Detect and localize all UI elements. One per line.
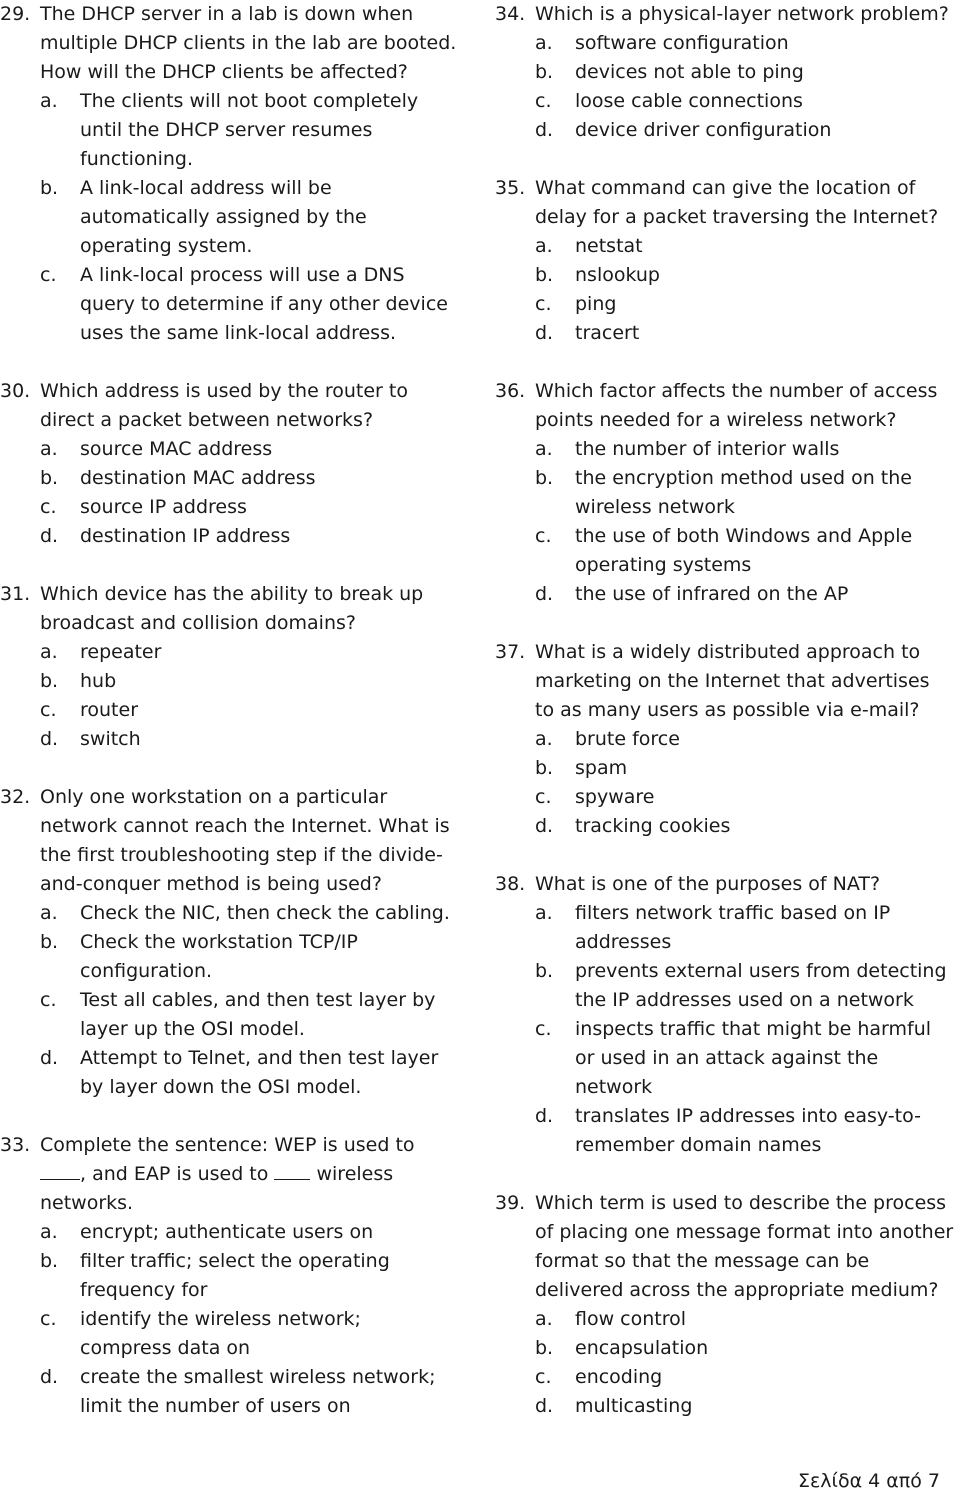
question-text: network cannot reach the Internet. What is [40,815,450,837]
question-line [0,1131,478,1160]
question-text: delay for a packet traversing the Internet? [535,206,939,228]
question-block [495,174,960,348]
option-letter: d. [40,728,59,750]
question-number: 33. [0,1134,31,1156]
option-letter: a. [40,641,58,663]
option-letter: d. [535,322,554,344]
option-text: Check the NIC, then check the cabling. [80,902,450,924]
option-letter: c. [535,525,552,547]
option-text: devices not able to ping [575,61,804,83]
question-line [495,696,960,725]
answer-option [0,203,478,232]
page-number: Σελίδα 4 από 7 [798,1470,940,1492]
question-line [495,377,960,406]
answer-option [0,1276,478,1305]
option-text: operating system. [80,235,253,257]
answer-option [495,754,960,783]
answer-option [495,232,960,261]
option-letter: c. [535,90,552,112]
question-number: 39. [495,1192,526,1214]
option-letter: b. [535,1337,554,1359]
answer-option [0,1363,478,1392]
option-text: repeater [80,641,162,663]
question-text: multiple DHCP clients in the lab are booted. [40,32,457,54]
option-letter: b. [535,264,554,286]
question-number: 31. [0,583,31,605]
answer-option [495,1363,960,1392]
answer-option [495,522,960,551]
option-text: uses the same link-local address. [80,322,397,344]
option-letter: a. [40,90,58,112]
option-text: limit the number of users on [80,1395,351,1417]
question-text: What command can give the location of [535,177,916,199]
option-text: create the smallest wireless network; [80,1366,436,1388]
answer-option [495,580,960,609]
option-text: wireless network [575,496,735,518]
question-block [495,0,960,145]
question-line [0,58,478,87]
question-line [0,609,478,638]
question-line [0,870,478,899]
option-letter: a. [535,438,553,460]
answer-option [0,145,478,174]
question-line [495,870,960,899]
option-text: loose cable connections [575,90,803,112]
option-letter: b. [535,960,554,982]
question-line [0,812,478,841]
answer-option [0,725,478,754]
option-text: the use of infrared on the AP [575,583,849,605]
question-text: Which term is used to describe the process [535,1192,947,1214]
option-letter: c. [535,786,552,808]
question-line [495,1276,960,1305]
answer-option [0,696,478,725]
option-text: filters network traffic based on IP [575,902,891,924]
option-letter: d. [535,1105,554,1127]
question-block [495,638,960,841]
question-line [0,1160,478,1189]
question-text: networks. [40,1192,134,1214]
option-text: Test all cables, and then test layer by [80,989,436,1011]
option-text: configuration. [80,960,213,982]
answer-option [0,1015,478,1044]
option-text: by layer down the OSI model. [80,1076,362,1098]
answer-option [0,319,478,348]
option-letter: a. [40,902,58,924]
answer-option [495,812,960,841]
question-text: broadcast and collision domains? [40,612,356,634]
option-text: Check the workstation TCP/IP [80,931,358,953]
option-text: encrypt; authenticate users on [80,1221,374,1243]
option-letter: a. [535,902,553,924]
option-letter: a. [535,32,553,54]
question-line [0,406,478,435]
answer-option [0,464,478,493]
option-text: flow control [575,1308,687,1330]
question-block [0,0,478,348]
answer-option [495,261,960,290]
option-text: netstat [575,235,643,257]
option-letter: c. [535,1366,552,1388]
option-text: source IP address [80,496,247,518]
answer-option [495,29,960,58]
option-text: translates IP addresses into easy-to- [575,1105,921,1127]
question-text: Which address is used by the router to [40,380,408,402]
question-line [0,29,478,58]
question-line [0,377,478,406]
question-number: 36. [495,380,526,402]
option-letter: d. [535,1395,554,1417]
option-letter: d. [535,119,554,141]
option-text: compress data on [80,1337,251,1359]
question-text: Only one workstation on a particular [40,786,388,808]
option-text: or used in an attack against the [575,1047,879,1069]
answer-option [0,638,478,667]
answer-option [0,116,478,145]
option-text: operating systems [575,554,752,576]
answer-option [495,986,960,1015]
option-text: addresses [575,931,672,953]
option-text: A link-local address will be [80,177,332,199]
answer-option [0,928,478,957]
option-text: hub [80,670,117,692]
answer-option [0,232,478,261]
option-letter: d. [535,583,554,605]
question-text: points needed for a wireless network? [535,409,897,431]
question-number: 38. [495,873,526,895]
answer-option [495,725,960,754]
question-text: Complete the sentence: WEP is used to [40,1134,415,1156]
answer-option [495,899,960,928]
option-text: router [80,699,139,721]
option-letter: b. [40,177,59,199]
question-line [495,203,960,232]
option-text: the number of interior walls [575,438,840,460]
option-text: brute force [575,728,680,750]
answer-option [0,1334,478,1363]
option-text: destination IP address [80,525,291,547]
answer-option [495,1073,960,1102]
option-text: prevents external users from detecting [575,960,947,982]
option-letter: b. [40,931,59,953]
question-text: , and EAP is used to wireless [40,1160,393,1189]
answer-option [0,1305,478,1334]
option-letter: d. [40,1366,59,1388]
option-text: ping [575,293,617,315]
answer-option [495,1131,960,1160]
question-line [495,0,960,29]
answer-option [495,464,960,493]
answer-option [495,1334,960,1363]
answer-option [0,493,478,522]
question-line [0,0,478,29]
question-number: 35. [495,177,526,199]
question-line [0,580,478,609]
answer-option [495,116,960,145]
question-text: What is one of the purposes of NAT? [535,873,881,895]
answer-option [495,957,960,986]
answer-option [495,290,960,319]
question-text: the first troubleshooting step if the divide- [40,844,443,866]
option-letter: c. [535,293,552,315]
option-letter: b. [40,467,59,489]
question-block [0,377,478,551]
option-text: encoding [575,1366,663,1388]
option-letter: d. [535,815,554,837]
option-text: filter traffic; select the operating [80,1250,390,1272]
question-block [495,1189,960,1421]
fill-in-blank [274,1161,310,1180]
option-text: encapsulation [575,1337,709,1359]
option-text: network [575,1076,653,1098]
option-letter: c. [40,496,57,518]
question-number: 37. [495,641,526,663]
question-number: 34. [495,3,526,25]
option-letter: c. [40,989,57,1011]
question-text: direct a packet between networks? [40,409,374,431]
option-text: The clients will not boot completely [80,90,419,112]
fill-in-blank [40,1161,80,1180]
question-block [495,377,960,609]
option-letter: b. [40,1250,59,1272]
option-letter: a. [535,728,553,750]
question-block [0,580,478,754]
answer-option [495,1044,960,1073]
option-text: query to determine if any other device [80,293,448,315]
question-line [495,638,960,667]
option-text: functioning. [80,148,194,170]
question-line [495,1189,960,1218]
option-text: A link-local process will use a DNS [80,264,405,286]
answer-option [0,667,478,696]
question-text: The DHCP server in a lab is down when [40,3,414,25]
question-text: of placing one message format into another [535,1221,954,1243]
question-line [0,841,478,870]
answer-option [495,319,960,348]
option-text: frequency for [80,1279,208,1301]
option-letter: d. [40,525,59,547]
option-text: spyware [575,786,655,808]
option-text: tracert [575,322,640,344]
question-line [0,783,478,812]
answer-option [0,899,478,928]
question-block [495,870,960,1160]
answer-option [495,1392,960,1421]
option-text: layer up the OSI model. [80,1018,305,1040]
answer-option [0,986,478,1015]
question-line [495,667,960,696]
answer-option [0,435,478,464]
answer-option [0,290,478,319]
answer-option [495,1102,960,1131]
option-text: spam [575,757,628,779]
option-letter: b. [535,61,554,83]
answer-option [495,551,960,580]
option-letter: b. [535,467,554,489]
option-letter: a. [40,1221,58,1243]
question-line [0,1189,478,1218]
question-line [495,406,960,435]
option-text: remember domain names [575,1134,822,1156]
option-text: device driver configuration [575,119,832,141]
question-text: format so that the message can be [535,1250,870,1272]
answer-option [495,1015,960,1044]
option-text: the IP addresses used on a network [575,989,914,1011]
question-text: marketing on the Internet that advertises [535,670,930,692]
question-text: Which factor affects the number of access [535,380,938,402]
option-text: software configuration [575,32,789,54]
answer-option [0,174,478,203]
option-letter: a. [535,235,553,257]
option-text: automatically assigned by the [80,206,367,228]
question-text: and-conquer method is being used? [40,873,382,895]
option-text: the use of both Windows and Apple [575,525,913,547]
answer-option [495,783,960,812]
answer-option [495,87,960,116]
question-text: What is a widely distributed approach to [535,641,921,663]
question-line [495,1218,960,1247]
answer-option [495,493,960,522]
question-number: 30. [0,380,31,402]
question-number: 32. [0,786,31,808]
option-text: nslookup [575,264,660,286]
option-letter: c. [40,264,57,286]
question-text: How will the DHCP clients be affected? [40,61,408,83]
option-text: switch [80,728,141,750]
option-text: inspects traffic that might be harmful [575,1018,932,1040]
option-text: identify the wireless network; [80,1308,361,1330]
answer-option [0,957,478,986]
option-text: until the DHCP server resumes [80,119,373,141]
answer-option [0,1044,478,1073]
answer-option [0,1218,478,1247]
answer-option [0,1392,478,1421]
option-letter: d. [40,1047,59,1069]
question-number: 29. [0,3,31,25]
question-block [0,1131,478,1421]
option-letter: c. [40,1308,57,1330]
option-text: source MAC address [80,438,273,460]
left-column [0,0,478,1450]
answer-option [0,87,478,116]
answer-option [0,1247,478,1276]
option-letter: c. [535,1018,552,1040]
answer-option [495,58,960,87]
answer-option [495,435,960,464]
option-letter: c. [40,699,57,721]
option-letter: a. [535,1308,553,1330]
question-text: Which device has the ability to break up [40,583,424,605]
question-block [0,783,478,1102]
question-line [495,174,960,203]
question-line [495,1247,960,1276]
option-text: the encryption method used on the [575,467,912,489]
answer-option [0,522,478,551]
option-letter: b. [40,670,59,692]
question-text: Which is a physical-layer network problem? [535,3,949,25]
answer-option [0,1073,478,1102]
answer-option [495,1305,960,1334]
option-letter: a. [40,438,58,460]
question-text: to as many users as possible via e-mail? [535,699,920,721]
option-text: destination MAC address [80,467,316,489]
answer-option [495,928,960,957]
option-letter: b. [535,757,554,779]
right-column [495,0,960,1450]
question-text: delivered across the appropriate medium? [535,1279,939,1301]
option-text: Attempt to Telnet, and then test layer [80,1047,439,1069]
option-text: multicasting [575,1395,693,1417]
answer-option [0,261,478,290]
option-text: tracking cookies [575,815,731,837]
